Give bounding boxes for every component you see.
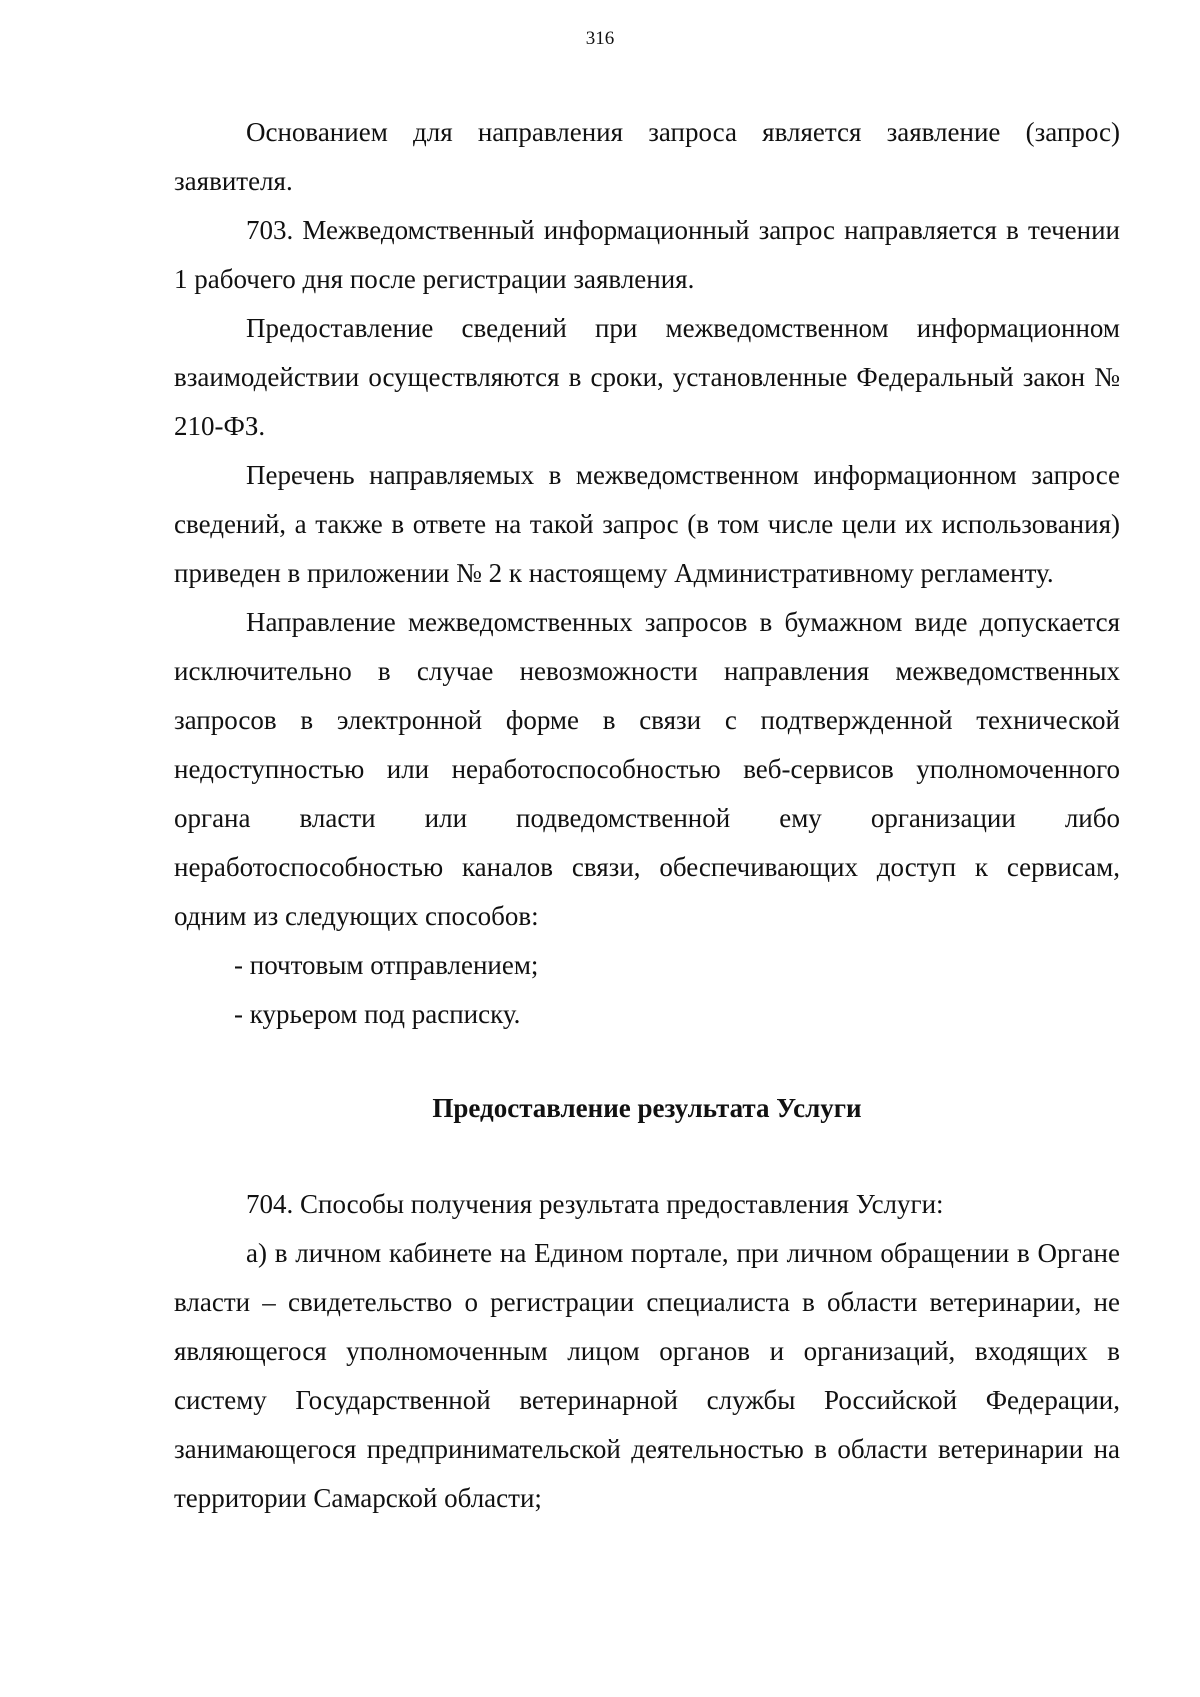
paragraph-703: 703. Межведомственный информационный запрос направляется в течении 1 рабочего дня после регистрации заявления. <box>174 215 1120 294</box>
paragraph-704: 704. Способы получения результата предоставления Услуги: <box>246 1189 944 1219</box>
paragraph-info-list: Перечень направляемых в межведомственном информационном запросе сведений, а также в ответе на такой запрос (в том числе цели их использования) приведен в приложении № 2 к настоящему Административному регламенту. <box>174 460 1120 588</box>
list-item-courier: - курьером под расписку. <box>234 999 521 1029</box>
document-body <box>174 108 1120 1523</box>
list-item-mail: - почтовым отправлением; <box>234 950 539 980</box>
paragraph-704-item-a: а) в личном кабинете на Едином портале, при личном обращении в Органе власти – свидетельство о регистрации специалиста в области ветеринарии, не являющегося уполномоченным лицом органов и организаций, входящих в систему Государственной ветеринарной службы Российской Федерации, занимающегося предпринимательской деятельностью в области ветеринарии на территории Самарской области; <box>174 1238 1120 1513</box>
paragraph-paper-requests: Направление межведомственных запросов в бумажном виде допускается исключительно в случае невозможности направления межведомственных запросов в электронной форме в связи с подтвержденной технической недоступностью или неработоспособностью веб-сервисов уполномоченного органа власти или подведомственной ему организации либо неработоспособностью каналов связи, обеспечивающих доступ к сервисам, одним из следующих способов: <box>174 607 1120 931</box>
page-number: 316 <box>585 28 615 49</box>
paragraph-provision-terms: Предоставление сведений при межведомственном информационном взаимодействии осуществляются в сроки, установленные Федеральный закон № 210-ФЗ. <box>174 313 1120 441</box>
paragraph-request-basis: Основанием для направления запроса является заявление (запрос) заявителя. <box>174 117 1120 196</box>
section-heading: Предоставление результата Услуги <box>432 1093 862 1123</box>
